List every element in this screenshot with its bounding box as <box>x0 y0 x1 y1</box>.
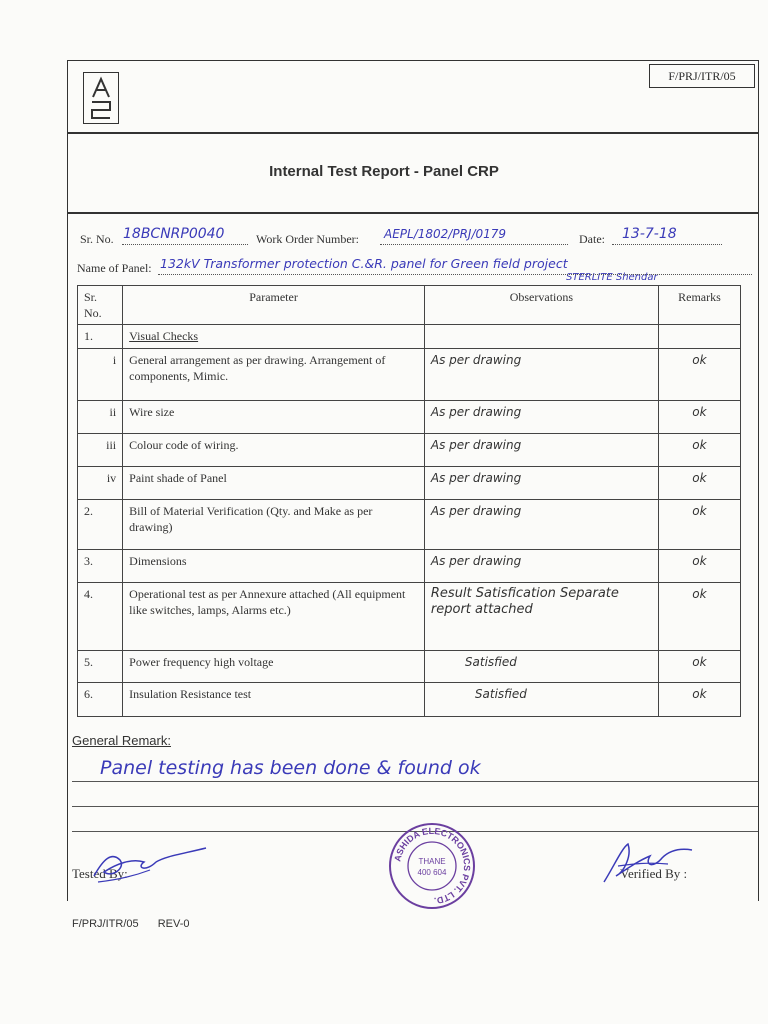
stamp-center-line1: THANE <box>418 857 446 866</box>
work-order-label: Work Order Number: <box>256 232 360 246</box>
footer-rev: REV-0 <box>157 918 190 930</box>
row-parameter: Dimensions <box>123 550 425 583</box>
footer-code: F/PRJ/ITR/05 <box>72 918 139 930</box>
row-remark: ok <box>658 583 740 651</box>
table-row <box>78 467 741 500</box>
verifier-signature <box>598 836 698 890</box>
row-observation <box>424 325 658 349</box>
work-order-line <box>380 244 568 245</box>
panel-name-label: Name of Panel: <box>77 261 152 275</box>
row-remark: ok <box>658 467 740 500</box>
footer <box>72 918 189 930</box>
remark-line <box>72 806 758 807</box>
col-sr-no: Sr. No. <box>78 286 123 325</box>
table-row <box>78 583 741 651</box>
company-logo <box>83 72 119 124</box>
row-remark: ok <box>658 434 740 467</box>
table-row <box>78 401 741 434</box>
row-sr: ii <box>78 401 123 434</box>
row-observation: Satisfied <box>424 683 658 717</box>
stamp-ring-text: ASHIDA ELECTRONICS PVT. LTD. <box>392 825 473 906</box>
row-remark: ok <box>658 349 740 401</box>
table-header-row <box>78 286 741 325</box>
row-observation: Result Satisfication Separate report attached <box>424 583 658 651</box>
row-sr: 1. <box>78 325 123 349</box>
table-row <box>78 349 741 401</box>
table-row <box>78 434 741 467</box>
remark-line <box>72 781 758 782</box>
row-parameter: Colour code of wiring. <box>123 434 425 467</box>
page-title: Internal Test Report - Panel CRP <box>269 163 499 180</box>
tested-by-label: Tested By: <box>72 866 128 881</box>
header-divider <box>67 132 758 134</box>
company-stamp <box>388 822 476 910</box>
test-table <box>77 285 741 717</box>
date-label: Date: <box>579 232 605 246</box>
verified-by-label: Verified By : <box>620 866 688 881</box>
stamp-center-line2: 400 604 <box>417 868 447 877</box>
row-sr: 5. <box>78 651 123 683</box>
date-value: 13-7-18 <box>622 226 677 242</box>
row-observation: As per drawing <box>424 434 658 467</box>
row-sr: 4. <box>78 583 123 651</box>
row-sr: i <box>78 349 123 401</box>
row-observation: As per drawing <box>424 500 658 550</box>
row-observation: As per drawing <box>424 401 658 434</box>
row-sr: 6. <box>78 683 123 717</box>
table-row <box>78 550 741 583</box>
row-sr: iii <box>78 434 123 467</box>
row-remark: ok <box>658 550 740 583</box>
col-remarks: Remarks <box>658 286 740 325</box>
row-parameter: Bill of Material Verification (Qty. and Make as per drawing) <box>123 500 425 550</box>
row-sr: iv <box>78 467 123 500</box>
tester-signature <box>86 838 218 888</box>
row-parameter: Power frequency high voltage <box>123 651 425 683</box>
form-code: F/PRJ/ITR/05 <box>649 64 755 88</box>
row-remark: ok <box>658 651 740 683</box>
general-remark-text: Panel testing has been done & found ok <box>100 757 481 779</box>
title-divider <box>67 212 758 214</box>
row-observation: Satisfied <box>424 651 658 683</box>
panel-name-line <box>158 274 752 275</box>
row-remark: ok <box>658 401 740 434</box>
row-parameter: Wire size <box>123 401 425 434</box>
work-order-value: AEPL/1802/PRJ/0179 <box>384 227 507 241</box>
row-observation: As per drawing <box>424 349 658 401</box>
panel-name-value: 132kV Transformer protection C.&R. panel for Green field project <box>160 256 568 271</box>
row-remark: ok <box>658 500 740 550</box>
row-remark: ok <box>658 683 740 717</box>
table-row <box>78 500 741 550</box>
sr-no-value: 18BCNRP0040 <box>123 226 225 242</box>
row-parameter: Visual Checks <box>123 325 425 349</box>
table-row <box>78 683 741 717</box>
row-observation: As per drawing <box>424 550 658 583</box>
row-observation: As per drawing <box>424 467 658 500</box>
sr-no-label: Sr. No. <box>80 232 114 246</box>
table-row <box>78 651 741 683</box>
col-observations: Observations <box>424 286 658 325</box>
col-parameter: Parameter <box>123 286 425 325</box>
table-row <box>78 325 741 349</box>
row-parameter: Operational test as per Annexure attached (All equipment like switches, lamps, Alarms etc.) <box>123 583 425 651</box>
row-parameter: Insulation Resistance test <box>123 683 425 717</box>
row-parameter: Paint shade of Panel <box>123 467 425 500</box>
date-line <box>612 244 722 245</box>
sr-no-line <box>122 244 248 245</box>
row-sr: 2. <box>78 500 123 550</box>
panel-name-value-line2: STERLITE Shendar <box>566 272 658 283</box>
general-remark-label: General Remark: <box>72 733 171 748</box>
row-remark <box>658 325 740 349</box>
row-sr: 3. <box>78 550 123 583</box>
row-parameter: General arrangement as per drawing. Arrangement of components, Mimic. <box>123 349 425 401</box>
